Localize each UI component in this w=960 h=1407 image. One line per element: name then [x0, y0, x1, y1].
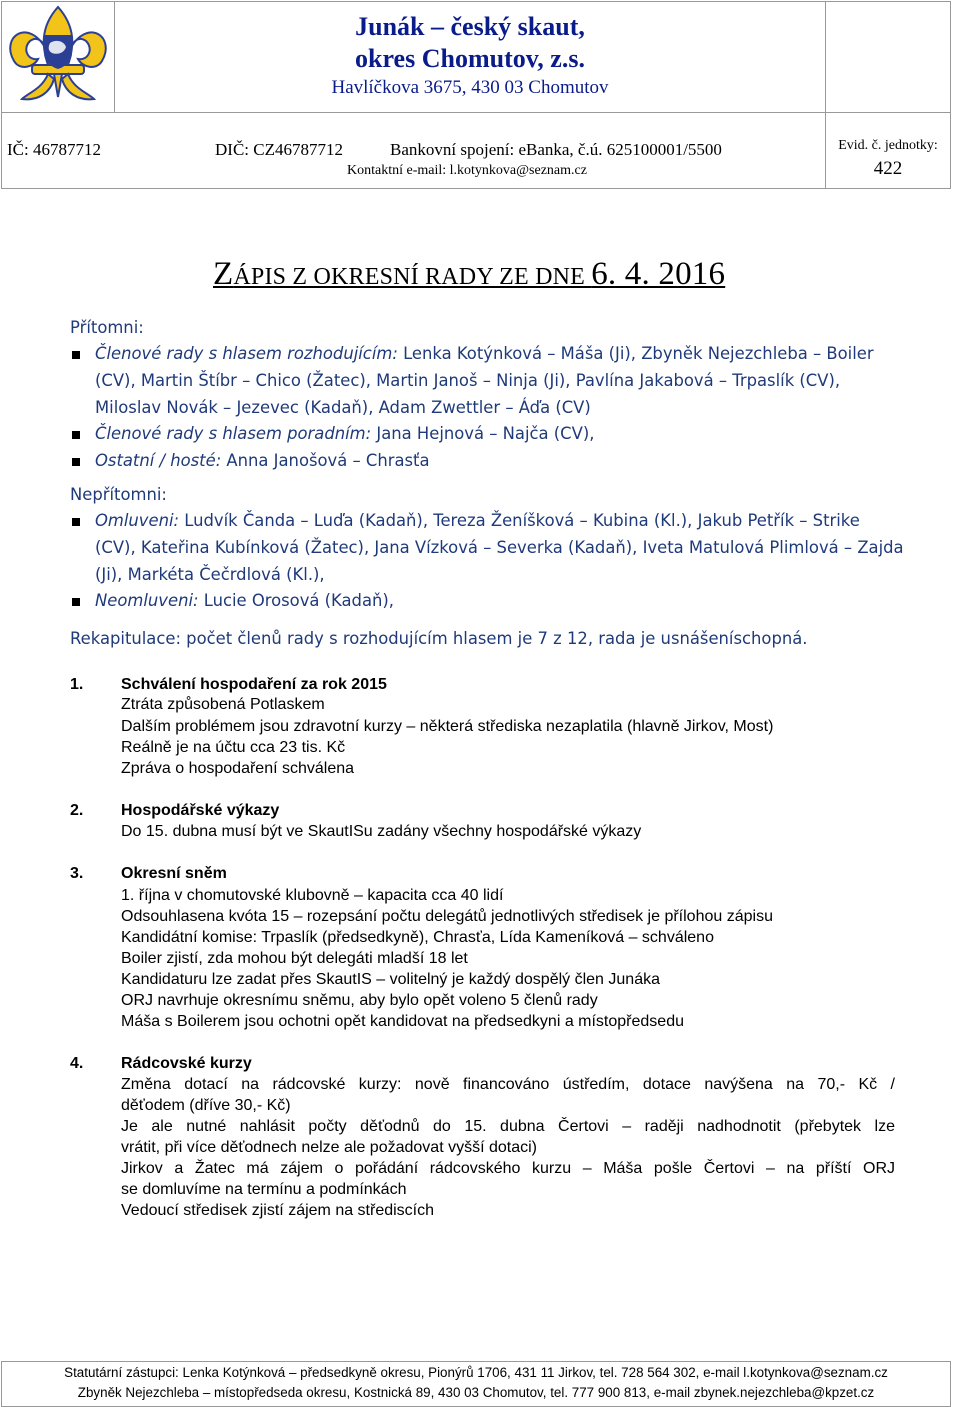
unexcused-line — [95, 591, 394, 610]
excused-line — [95, 511, 860, 530]
recap-text: Rekapitulace: počet členů rady s rozhodujícím hlasem je 7 z 12, rada je usnášeníschopná. — [70, 629, 808, 648]
letterhead — [1, 1, 951, 189]
org-address: Havlíčkova 3675, 430 03 Chomutov — [331, 77, 609, 98]
item-3-line: Boiler zjistí, zda mohou být delegáti mladší 18 let — [121, 950, 468, 967]
document-title: ZÁPIS Z OKRESNÍ RADY ZE DNE 6. 4. 2016 — [213, 256, 726, 292]
unexcused-text: Lucie Orosová (Kadaň), — [198, 591, 395, 610]
guests-line — [95, 451, 430, 470]
org-name: Junák – český skaut, — [355, 12, 585, 41]
item-3-line: ORJ navrhuje okresnímu sněmu, aby bylo opět voleno 5 členů rady — [121, 992, 598, 1009]
item-1-number: 1. — [70, 676, 84, 693]
present-voting-line3: Miloslav Novák – Jezevec (Kadaň), Adam Zwettler – Áďa (CV) — [95, 398, 591, 417]
footer — [1, 1361, 951, 1407]
item-4-line: Je ale nutné nahlásit počty děťodnů do 15. dubna Čertovi – raději nadhodnotit (přebytek lze — [121, 1118, 895, 1135]
logo-cell — [2, 2, 115, 112]
item-3-line: Odsouhlasena kvóta 15 – rozepsání počtu delegátů jednotlivých středisek je přílohou zápisu — [121, 908, 773, 925]
unit-label: Evid. č. jednotky: — [838, 138, 938, 153]
excused-line2: (CV), Kateřina Kubínková (Žatec), Jana Vízková – Severka (Kadaň), Iveta Matulová Plimlová – Zajda — [95, 538, 904, 557]
letterhead-top-row — [2, 2, 950, 113]
bullet-icon — [72, 518, 80, 526]
present-heading: Přítomni: — [70, 318, 144, 337]
bullet-icon — [72, 351, 80, 359]
item-3-heading: Okresní sněm — [121, 865, 227, 882]
guests-text: Anna Janošová – Chrasťa — [221, 451, 430, 470]
bullet-icon — [72, 458, 80, 466]
item-3-line: Kandidátní komise: Trpaslík (předsedkyně), Chrasťa, Lída Kameníková – schváleno — [121, 929, 714, 946]
contact-email: Kontaktní e-mail: l.kotynkova@seznam.cz — [347, 163, 587, 178]
present-advisory-text: Jana Hejnová – Najča (CV), — [371, 424, 595, 443]
dic-number: DIČ: CZ46787712 — [215, 140, 343, 159]
item-4-line: Jirkov a Žatec má zájem o pořádání rádcovského kurzu – Máša pošle Čertovi – na příští ORJ — [121, 1160, 895, 1177]
unit-number: 422 — [873, 158, 903, 179]
guests-label: Ostatní / hosté: — [95, 451, 222, 470]
item-2-heading: Hospodářské výkazy — [121, 802, 280, 819]
footer-line-2: Zbyněk Nejezchleba – místopředseda okresu, Kostnická 89, 430 03 Chomutov, tel. 777 900 813, e-mail zbynek.nejezchleba@kpzet.cz — [77, 1385, 875, 1400]
item-1-heading: Schválení hospodaření za rok 2015 — [121, 676, 387, 693]
ic-number: IČ: 46787712 — [7, 140, 101, 159]
item-1-line: Dalším problémem jsou zdravotní kurzy – některá střediska nezaplatila (hlavně Jirkov, Most) — [121, 718, 774, 735]
item-4-line: vrátit, při více děťodnech nelze ale požadovat vyšší dotaci) — [121, 1139, 537, 1156]
item-3-line: Kandidaturu lze zadat přes SkautIS – volitelný je každý dospělý člen Junáka — [121, 971, 660, 988]
letterhead-info-row — [2, 113, 950, 188]
item-3-line: Máša s Boilerem jsou ochotni opět kandidovat na předsedkyni a místopředsedu — [121, 1013, 684, 1030]
item-4-line: děťodem (dříve 30,- Kč) — [121, 1097, 291, 1114]
excused-line3: (Ji), Markéta Čečrdlová (Kl.), — [95, 565, 325, 584]
scout-lily-logo — [2, 2, 114, 112]
bullet-icon — [72, 431, 80, 439]
present-voting-line — [95, 344, 874, 363]
item-4-number: 4. — [70, 1055, 84, 1072]
item-1-line: Ztráta způsobená Potlaskem — [121, 696, 325, 713]
excused-label: Omluveni: — [95, 511, 180, 530]
bullet-icon — [72, 598, 80, 606]
present-advisory-line — [95, 424, 594, 443]
absent-heading: Nepřítomni: — [70, 485, 167, 504]
present-voting-label: Členové rady s hlasem rozhodujícím: — [95, 344, 398, 363]
item-4-line: Změna dotací na rádcovské kurzy: nově financováno ústředím, dotace navýšena na 70,- Kč / — [121, 1076, 895, 1093]
letterhead-right-cell — [826, 2, 950, 112]
present-voting-text: Lenka Kotýnková – Máša (Ji), Zbyněk Nejezchleba – Boiler — [397, 344, 874, 363]
item-4-line: Vedoucí středisek zjistí zájem na střediscích — [121, 1202, 435, 1219]
item-2-line: Do 15. dubna musí být ve SkautISu zadány všechny hospodářské výkazy — [121, 823, 642, 840]
org-district: okres Chomutov, z.s. — [355, 44, 585, 73]
footer-line-1: Statutární zástupci: Lenka Kotýnková – předsedkyně okresu, Pionýrů 1706, 431 11 Jirkov, tel. 728 564 302, e-mail l.kotynkova@seznam.cz — [64, 1365, 888, 1380]
item-1-line: Zpráva o hospodaření schválena — [121, 760, 355, 777]
item-3-number: 3. — [70, 865, 84, 882]
organization-title — [115, 2, 826, 112]
item-3-line: 1. října v chomutovské klubovně – kapacita cca 40 lidí — [121, 887, 504, 904]
identification-cell — [2, 113, 826, 188]
unexcused-label: Neomluveni: — [95, 591, 199, 610]
item-1-line: Reálně je na účtu cca 23 tis. Kč — [121, 739, 346, 756]
bank-account: Bankovní spojení: eBanka, č.ú. 625100001/5500 — [390, 140, 722, 159]
item-4-line: se domluvíme na termínu a podmínkách — [121, 1181, 407, 1198]
present-advisory-label: Členové rady s hlasem poradním: — [95, 424, 372, 443]
item-4-heading: Rádcovské kurzy — [121, 1055, 252, 1072]
present-voting-line2: (CV), Martin Štíbr – Chico (Žatec), Martin Janoš – Ninja (Ji), Pavlína Jakabová – Trpaslík (CV), — [95, 371, 841, 390]
item-2-number: 2. — [70, 802, 84, 819]
excused-text: Ludvík Čanda – Luďa (Kadaň), Tereza Ženíšková – Kubina (Kl.), Jakub Petřík – Strike — [179, 511, 860, 530]
